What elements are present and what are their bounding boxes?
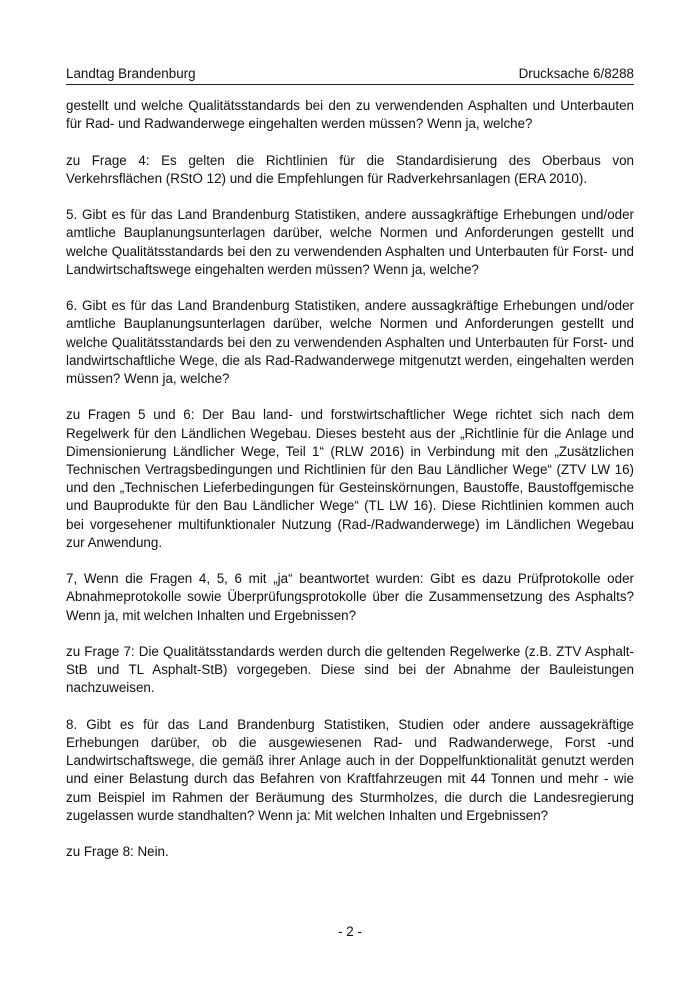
header-parliament-name: Landtag Brandenburg bbox=[66, 66, 196, 81]
paragraph-answer-4: zu Frage 4: Es gelten die Richtlinien für die Standardisierung des Oberbaus von Verkehrsflächen (RStO 12) und die Empfehlungen für Radverkehrsanlagen (ERA 2010). bbox=[66, 152, 634, 186]
paragraph-answer-5-6: zu Fragen 5 und 6: Der Bau land- und forstwirtschaftlicher Wege richtet sich nach dem Regelwerk für den Ländlichen Wegebau. Dieses besteht aus der „Richtlinie für die Anlage und Dimensionierung Ländlicher Wege, Teil 1“ (RLW 2016) in Verbindung mit den „Zusätzlichen Technischen Vertragsbedingungen und Richtlinien für den Bau Ländlicher Wege“ (ZTV LW 16) und den „Technischen Lieferbedingungen für Gesteinskörnungen, Baustoffe, Baustoffgemische und Bauprodukte für den Bau Ländlicher Wege“ (TL LW 16). Diese Richtlinien kommen auch bei vorgesehener multifunktionaler Nutzung (Rad-/Radwanderwege) im Ländlichen Wegebau zur Anwendung. bbox=[66, 407, 634, 550]
paragraph-question-6: 6. Gibt es für das Land Brandenburg Statistiken, andere aussagkräftige Erhebungen und/oder amtliche Bauplanungsunterlagen darüber, welche Normen und Anforderungen gestellt und welche Qualitätsstandards bei den zu verwendenden Asphalten und Unterbauten für Forst- und landwirtschaftliche Wege, die als Rad-Radwanderwege mitgenutzt werden, eingehalten werden müssen? Wenn ja, welche? bbox=[66, 298, 634, 386]
paragraph-answer-8: zu Frage 8: Nein. bbox=[66, 844, 169, 860]
paragraph-question-5: 5. Gibt es für das Land Brandenburg Statistiken, andere aussagkräftige Erhebungen und/oder amtliche Bauplanungsunterlagen darüber, welche Normen und Anforderungen gestellt und welche Qualitätsstandards bei den zu verwendenden Asphalten und Unterbauten für Forst- und Landwirtschaftswege eingehalten werden müssen? Wenn ja, welche? bbox=[66, 207, 634, 277]
header-document-number: Drucksache 6/8288 bbox=[518, 66, 634, 81]
paragraph-answer-7: zu Frage 7: Die Qualitätsstandards werden durch die geltenden Regelwerke (z.B. ZTV Asphalt-StB und TL Asphalt-StB) vorgegeben. Diese sind bei der Abnahme der Bauleistungen nachzuweisen. bbox=[66, 644, 634, 696]
page-footer bbox=[0, 924, 700, 939]
paragraph-question-8: 8. Gibt es für das Land Brandenburg Statistiken, Studien oder andere aussagekräftige Erhebungen darüber, ob die ausgewiesenen Rad- und Radwanderwege, Forst -und Landwirtschaftswege, die gemäß ihrer Anlage auch in der Doppelfunktionalität genutzt werden und einer Belastung durch das Befahren von Kraftfahrzeugen mit 44 Tonnen und mehr - wie zum Beispiel im Rahmen der Beräumung des Sturmholzes, die durch die Landesregierung zugelassen wurde standhalten? Wenn ja: Mit welchen Inhalten und Ergebnissen? bbox=[66, 716, 634, 823]
paragraph-question-7: 7, Wenn die Fragen 4, 5, 6 mit „ja“ beantwortet wurden: Gibt es dazu Prüfprotokolle oder Abnahmeprotokolle sowie Überprüfungsprotokolle über die Zusammensetzung des Asphalts? Wenn ja, mit welchen Inhalten und Ergebnissen? bbox=[66, 571, 634, 623]
page-header bbox=[66, 64, 634, 85]
document-body bbox=[66, 97, 634, 880]
paragraph-question-4-continuation: gestellt und welche Qualitätsstandards bei den zu verwendenden Asphalten und Unterbauten für Rad- und Radwanderwege eingehalten werden müssen? Wenn ja, welche? bbox=[66, 98, 634, 132]
page-number: - 2 - bbox=[338, 924, 362, 939]
